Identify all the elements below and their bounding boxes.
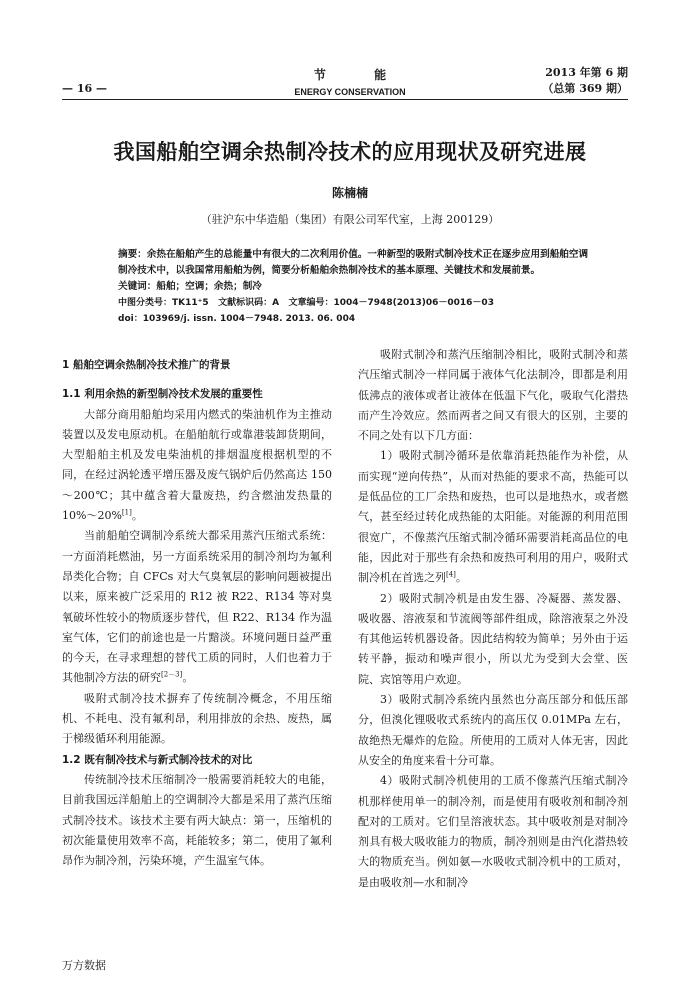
header-rule <box>62 99 628 100</box>
keywords-label: 关键词： <box>118 281 157 292</box>
paragraph: 大部分商用船舶均采用内燃式的柴油机作为主推动装置以及发电原动机。在船舶航行或靠港装卸货期间，大型船舶主机及发电柴油机的排烟温度根据机型的不同，在经过涡轮透平增压器及废气锅炉后仍然高达 150～200℃；其中蕴含着大量废热，约含燃油发热量的 10%～20%[1]。 <box>62 407 332 523</box>
articleno-value: 1004－7948(2013)06－0016－03 <box>333 298 494 308</box>
abstract-block <box>118 247 596 327</box>
article-title: 我国船舶空调余热制冷技术的应用现状及研究进展 <box>113 139 587 164</box>
citation: [2－3] <box>161 670 183 679</box>
doi-label: doi： <box>118 314 143 324</box>
citation: [4] <box>446 570 456 579</box>
journal-name-en: ENERGY CONSERVATION <box>294 87 406 97</box>
serial-number: （总第 369 期） <box>542 82 628 95</box>
doccode-label: 文献标识码： <box>218 298 273 308</box>
abstract <box>118 247 596 279</box>
issue-number: 2013 年第 6 期 <box>545 66 628 79</box>
section-heading-1-1: 1.1 利用余热的新型制冷技术发展的重要性 <box>62 388 263 401</box>
section-heading-1-2: 1.2 既有制冷技术与新式制冷技术的对比 <box>62 753 253 766</box>
paragraph: 3）吸附式制冷系统内虽然也分高压部分和低压部分，但溴化锂吸收式系统内的高压仅 0.01MPa 左右，故绝热无爆炸的危险。所使用的工质对人体无害，因此从安全的角度来看十分可靠。 <box>358 693 628 767</box>
author-name: 陈楠楠 <box>331 186 368 200</box>
body-column-left <box>62 345 332 871</box>
source-watermark: 万方数据 <box>62 959 106 972</box>
section-heading-1: 1 船舶空调余热制冷技术推广的背景 <box>62 359 231 371</box>
paragraph: 吸附式制冷和蒸汽压缩制冷相比，吸附式制冷和蒸汽压缩式制冷一样同属于液体气化法制冷，即都是利用低沸点的液体或者让液体在低温下气化，吸取气化潜热而产生冷效应。然而两者之间又有很大的区别，主要的不同之处有以下几方面： <box>358 348 628 443</box>
page-number: — 16 — <box>62 82 107 95</box>
keywords <box>118 279 596 295</box>
clc-value: TK11⁺5 <box>172 298 209 308</box>
abstract-label: 摘要： <box>118 249 147 260</box>
journal-name-cn: 节 能 <box>313 68 409 82</box>
paragraph: 吸附式制冷技术摒弃了传统制冷概念，不用压缩机、不耗电、没有氟利昂，利用排放的余热、废热，属于梯级循环利用能源。 <box>62 691 332 746</box>
doccode-value: A <box>272 298 280 308</box>
doi-value: 103969/j. issn. 1004－7948. 2013. 06. 004 <box>142 314 356 324</box>
clc-label: 中图分类号： <box>118 298 173 308</box>
paragraph: 2）吸附式制冷机是由发生器、冷凝器、蒸发器、吸收器、溶液泵和节流阀等部件组成，除溶液泵之外没有其他运转机器设备。因此结构较为简单；另外由于运转平静，振动和噪声很小，所以尤为受到大会堂、医院、宾馆等用户欢迎。 <box>358 591 628 686</box>
classification-line <box>118 295 596 311</box>
keywords-text: 船舶；空调；余热；制冷 <box>156 281 262 292</box>
issue-info <box>542 65 628 97</box>
paragraph: 传统制冷技术压缩制冷一般需要消耗较大的电能，目前我国远洋船舶上的空调制冷大都是采用了蒸汽压缩式制冷技术。该技术主要有两大缺点：第一，压缩机的初次能量使用效率不高，耗能较多；第二，使用了氟利昂作为制冷剂，污染环境，产生温室气体。 <box>62 772 332 868</box>
paragraph: 4）吸附式制冷机使用的工质不像蒸汽压缩式制冷机那样使用单一的制冷剂，而是使用有吸收剂和制冷剂配对的工质对。它们呈溶液状态。其中吸收剂是对制冷剂具有极大吸收能力的物质，制冷剂则是由汽化潜热较大的物质充当。例如氨—水吸收式制冷机中的工质对，是由吸收剂—水和制冷 <box>358 774 628 889</box>
citation: [1] <box>121 508 132 517</box>
articleno-label: 文章编号： <box>288 298 334 308</box>
author-affiliation: （驻沪东中华造船（集团）有限公司军代室，上海 200129） <box>200 213 500 226</box>
doi-line <box>118 311 596 327</box>
paragraph: 当前船舶空调制冷系统大都采用蒸汽压缩式系统：一方面消耗燃油，另一方面系统采用的制冷剂均为氟利昂类化合物；自 CFCs 对大气臭氧层的影响问题被提出以来，原来被广泛采用的 R12 被 R22、R134 等对臭氧破坏性较小的物质逐步替代，但 R22、R134 作为温室气体，它们的前途也是一片黯淡。环境问题日益严重的今天，在寻求理想的替代工质的同时，人们也着力于其他制冷方法的研究[2－3]。 <box>62 529 332 685</box>
running-header <box>220 66 480 97</box>
paragraph: 1）吸附式制冷循环是依靠消耗热能作为补偿，从而实现“逆向传热”，从而对热能的要求不高，热能可以是低品位的工厂余热和废热，也可以是地热水，或者燃气，甚至经过转化成热能的太阳能。对能源的利用范围很宽广，不像蒸汽压缩式制冷循环需要消耗高品位的电能，因此对于那些有余热和废热可利用的用户，吸附式制冷机在首选之列[4]。 <box>358 449 628 585</box>
body-column-right <box>358 345 628 893</box>
abstract-text: 余热在船舶产生的总能量中有很大的二次利用价值。一种新型的吸附式制冷技术正在逐步应用到船舶空调制冷技术中，以我国常用船舶为例，简要分析船舶余热制冷技术的基本原理、关键技术和发展前景。 <box>118 249 589 276</box>
